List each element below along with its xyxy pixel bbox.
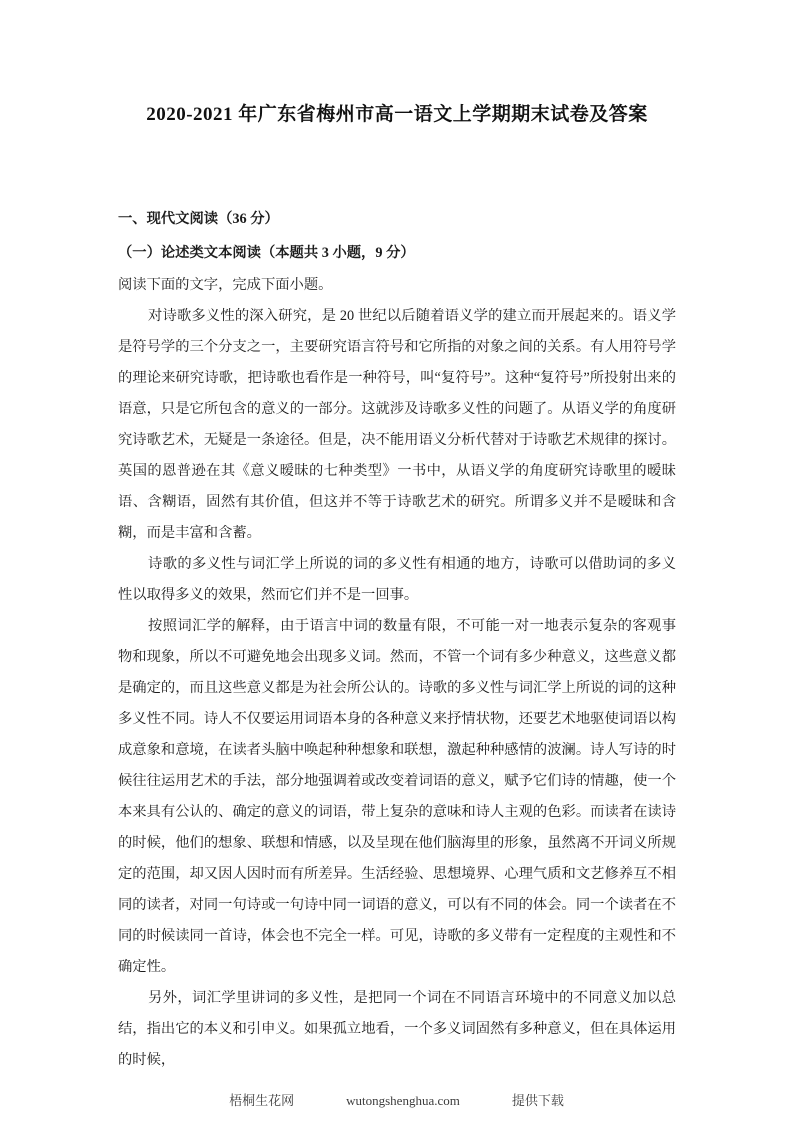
section-heading-modern-reading: 一、现代文阅读（36 分） [118,211,279,227]
footer-site-name: 梧桐生花网 [229,1093,295,1108]
page-title: 2020-2021 年广东省梅州市高一语文上学期期末试卷及答案 [146,104,648,125]
passage-paragraph-4: 另外，词汇学里讲词的多义性，是把同一个词在不同语言环境中的不同意义加以总结，指出它的本义和引申义。如果孤立地看，一个多义词固然有多种意义，但在具体运用的时候， [118,990,676,1068]
footer-site-url: wutongshenghua.com [346,1093,460,1108]
reading-passage [118,301,676,1076]
reading-instruction: 阅读下面的文字，完成下面小题。 [118,277,333,293]
subsection-heading-argumentative-reading: （一）论述类文本阅读（本题共 3 小题，9 分） [118,245,415,261]
page-footer [0,1092,793,1110]
passage-paragraph-2: 诗歌的多义性与词汇学上所说的词的多义性有相通的地方，诗歌可以借助词的多义性以取得多义的效果，然而它们并不是一回事。 [118,556,676,603]
footer-download-label: 提供下载 [511,1093,564,1108]
passage-paragraph-3: 按照词汇学的解释，由于语言中词的数量有限，不可能一对一地表示复杂的客观事物和现象，所以不可避免地会出现多义词。然而，不管一个词有多少种意义，这些意义都是确定的，而且这些意义都是为社会所公认的。诗歌的多义性与词汇学上所说的词的这种多义性不同。诗人不仅要运用词语本身的各种意义来抒情状物，还要艺术地驱使词语以构成意象和意境，在读者头脑中唤起种种想象和联想，激起种种感情的波澜。诗人写诗的时候往往运用艺术的手法，部分地强调着或改变着词语的意义，赋予它们诗的情趣，使一个本来具有公认的、确定的意义的词语，带上复杂的意味和诗人主观的色彩。而读者在读诗的时候，他们的想象、联想和情感，以及呈现在他们脑海里的形象，虽然离不开词义所规定的范围，却又因人因时而有所差异。生活经验、思想境界、心理气质和文艺修养互不相同的读者，对同一句诗或一句诗中同一词语的意义，可以有不同的体会。同一个读者在不同的时候读同一首诗，体会也不完全一样。可见，诗歌的多义带有一定程度的主观性和不确定性。 [118,618,676,975]
passage-paragraph-1: 对诗歌多义性的深入研究，是 20 世纪以后随着语义学的建立而开展起来的。语义学是符号学的三个分支之一，主要研究语言符号和它所指的对象之间的关系。有人用符号学的理论来研究诗歌，把诗歌也看作是一种符号，叫“复符号”。这种“复符号”所投射出来的语意，只是它所包含的意义的一部分。这就涉及诗歌多义性的问题了。从语义学的角度研究诗歌艺术，无疑是一条途径。但是，决不能用语义分析代替对于诗歌艺术规律的探讨。英国的恩普逊在其《意义暧昧的七种类型》一书中，从语义学的角度研究诗歌里的暧昧语、含糊语，固然有其价值，但这并不等于诗歌艺术的研究。所谓多义并不是暧昧和含糊，而是丰富和含蓄。 [118,308,676,541]
